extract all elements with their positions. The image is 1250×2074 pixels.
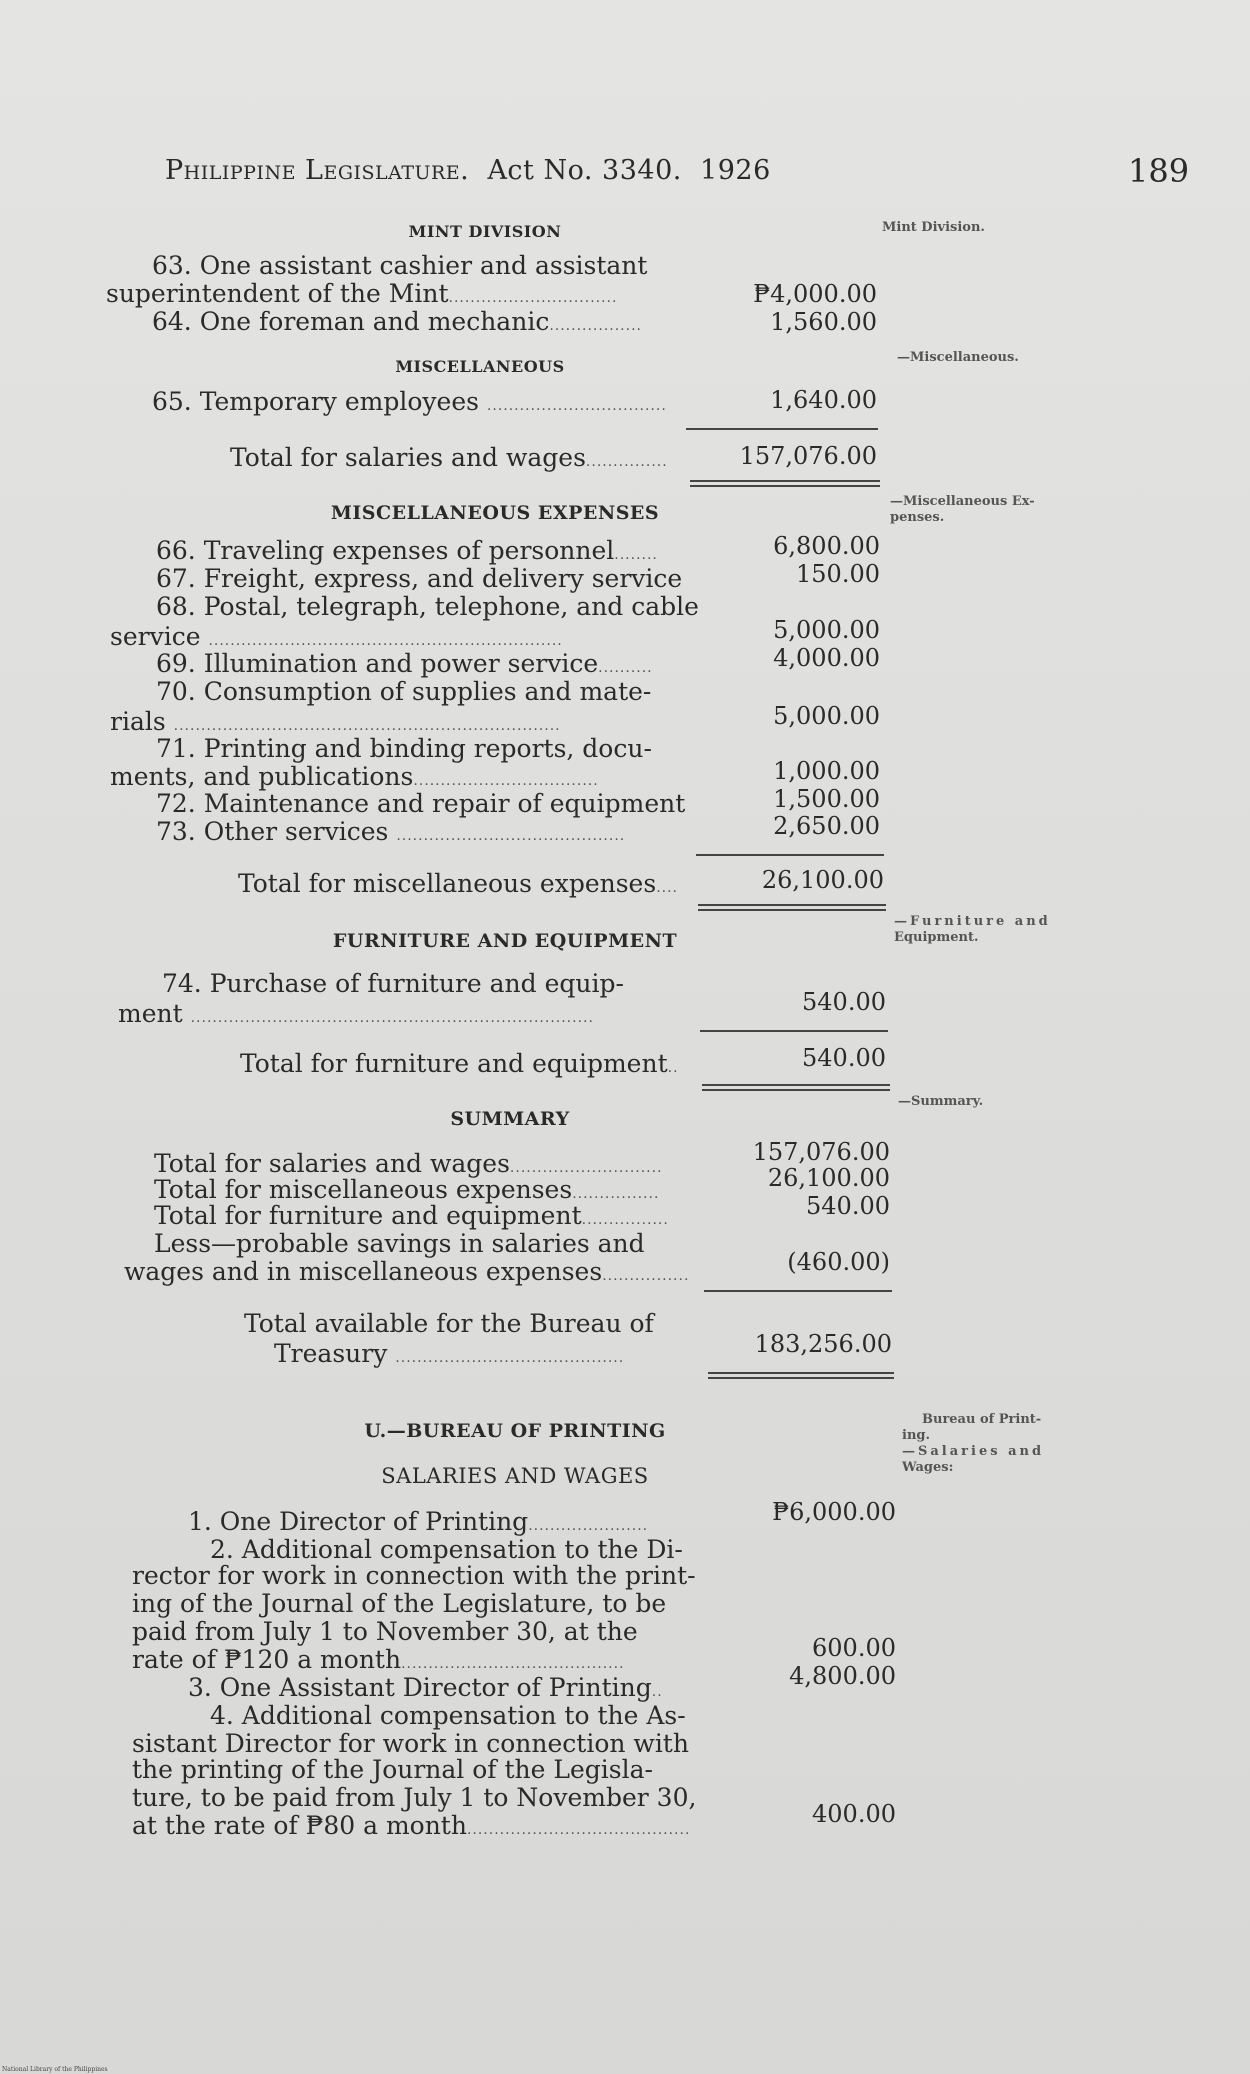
summary-line-2-amount: 26,100.00 — [767, 1164, 890, 1192]
page-number: 189 — [1128, 152, 1190, 190]
summary-line-3: Total for furniture and equipment................ — [154, 1201, 669, 1230]
double-rule — [708, 1372, 894, 1379]
margin-note-misc-expenses-2: penses. — [890, 510, 945, 525]
item-69-amount: 4,000.00 — [773, 644, 880, 672]
printing-item-1: 1. One Director of Printing...................... — [188, 1507, 649, 1536]
item-74-line1: 74. Purchase of furniture and equip- — [162, 969, 624, 998]
footer-credit: National Library of the Philippines — [2, 2066, 108, 2073]
double-rule — [690, 480, 880, 487]
rule — [696, 854, 884, 856]
running-header — [165, 155, 771, 186]
item-67-amount: 150.00 — [796, 560, 880, 588]
printing-item-3-amount: 4,800.00 — [789, 1662, 896, 1690]
item-67: 67. Freight, express, and delivery service — [156, 564, 683, 593]
total-salaries: Total for salaries and wages............... — [230, 443, 668, 472]
summary-heading: SUMMARY — [450, 1108, 570, 1130]
summary-total-a: Total available for the Bureau of — [244, 1309, 654, 1338]
summary-line-3-amount: 540.00 — [806, 1192, 890, 1220]
item-74-amount: 540.00 — [802, 988, 886, 1016]
printing-item-2-l3: ing of the Journal of the Legislature, to be — [132, 1589, 667, 1618]
double-rule — [702, 1084, 890, 1091]
printing-item-2-l1: 2. Additional compensation to the Di- — [210, 1535, 683, 1564]
item-68-amount: 5,000.00 — [773, 616, 880, 644]
printing-item-4-amount: 400.00 — [812, 1800, 896, 1828]
margin-note-mint: Mint Division. — [882, 220, 985, 235]
rule — [704, 1290, 892, 1292]
header-title: Philippine Legislature. — [165, 155, 470, 186]
summary-total-b: Treasury .......................................... — [274, 1339, 625, 1368]
summary-line-2: Total for miscellaneous expenses................ — [154, 1175, 660, 1204]
printing-item-4-l4: ture, to be paid from July 1 to November 30, — [132, 1783, 697, 1812]
item-65-amount: 1,640.00 — [770, 386, 877, 414]
item-70-amount: 5,000.00 — [773, 702, 880, 730]
header-act: Act No. 3340. — [487, 155, 682, 186]
margin-note-bureau-4: Wages: — [902, 1460, 954, 1475]
total-salaries-amount: 157,076.00 — [739, 442, 877, 470]
summary-total-amount: 183,256.00 — [754, 1330, 892, 1358]
item-73-amount: 2,650.00 — [773, 812, 880, 840]
item-74-line2: ment .......................................................................... — [118, 999, 594, 1028]
summary-line-4a: Less—probable savings in salaries and — [154, 1229, 645, 1258]
total-misc-expenses: Total for miscellaneous expenses.... — [238, 869, 678, 898]
header-year: 1926 — [700, 155, 771, 186]
item-72: 72. Maintenance and repair of equipment — [156, 789, 686, 818]
printing-item-2-l5: rate of ₱120 a month......................................... — [132, 1645, 625, 1674]
margin-note-misc-expenses-1: —Miscellaneous Ex- — [890, 494, 1035, 509]
summary-line-4b: wages and in miscellaneous expenses................ — [124, 1257, 690, 1286]
printing-item-4-l5: at the rate of ₱80 a month......................................... — [132, 1811, 691, 1840]
margin-note-summary: —Summary. — [898, 1094, 984, 1109]
margin-note-bureau-1: Bureau of Print- — [922, 1412, 1042, 1427]
item-63-amount: ₱4,000.00 — [753, 280, 877, 308]
item-65: 65. Temporary employees ................................. — [152, 387, 667, 416]
miscellaneous-heading: MISCELLANEOUS — [395, 357, 565, 376]
total-furniture: Total for furniture and equipment.. — [240, 1049, 679, 1078]
item-63-line1: 63. One assistant cashier and assistant — [152, 251, 648, 280]
total-misc-expenses-amount: 26,100.00 — [761, 866, 884, 894]
item-68-line2: service ................................................................. — [110, 622, 563, 651]
item-71-line1: 71. Printing and binding reports, docu- — [156, 734, 652, 763]
printing-item-3: 3. One Assistant Director of Printing.. — [188, 1673, 663, 1702]
item-73: 73. Other services .......................................... — [156, 817, 626, 846]
salaries-wages-heading: SALARIES AND WAGES — [381, 1464, 649, 1488]
printing-item-1-amount: ₱6,000.00 — [772, 1498, 896, 1526]
item-64-amount: 1,560.00 — [770, 308, 877, 336]
margin-note-misc: —Miscellaneous. — [897, 350, 1019, 365]
item-63-line2: superintendent of the Mint............................... — [106, 279, 618, 308]
mint-division-heading: MINT DIVISION — [408, 222, 562, 241]
summary-line-1: Total for salaries and wages............................ — [154, 1149, 663, 1178]
furniture-heading: FURNITURE AND EQUIPMENT — [332, 930, 678, 952]
printing-item-2-amount: 600.00 — [812, 1634, 896, 1662]
margin-note-bureau-3: —Salaries and — [902, 1444, 1045, 1459]
item-70-line2: rials ....................................................................... — [110, 707, 561, 736]
item-70-line1: 70. Consumption of supplies and mate- — [156, 677, 652, 706]
item-66: 66. Traveling expenses of personnel........ — [156, 536, 658, 565]
printing-item-2-l4: paid from July 1 to November 30, at the — [132, 1617, 638, 1646]
misc-expenses-heading: MISCELLANEOUS EXPENSES — [330, 502, 660, 524]
double-rule — [698, 904, 886, 911]
item-71-amount: 1,000.00 — [773, 757, 880, 785]
rule — [700, 1030, 888, 1032]
item-71-line2: ments, and publications.................................. — [110, 762, 599, 791]
margin-note-furniture-1: —Furniture and — [894, 914, 1051, 929]
summary-line-4-amount: (460.00) — [787, 1248, 890, 1276]
margin-note-bureau-2: ing. — [902, 1428, 931, 1443]
printing-item-2-l2: rector for work in connection with the print- — [132, 1561, 696, 1590]
printing-item-4-l3: the printing of the Journal of the Legisla- — [132, 1755, 653, 1784]
item-72-amount: 1,500.00 — [773, 785, 880, 813]
item-68-line1: 68. Postal, telegraph, telephone, and cable — [156, 592, 699, 621]
margin-note-furniture-2: Equipment. — [894, 930, 979, 945]
item-66-amount: 6,800.00 — [773, 532, 880, 560]
item-69: 69. Illumination and power service.......... — [156, 649, 653, 678]
total-furniture-amount: 540.00 — [802, 1044, 886, 1072]
rule — [686, 428, 878, 430]
printing-item-4-l1: 4. Additional compensation to the As- — [210, 1701, 686, 1730]
bureau-printing-heading: U.—BUREAU OF PRINTING — [364, 1420, 666, 1442]
printing-item-4-l2: sistant Director for work in connection with — [132, 1729, 689, 1758]
summary-line-1-amount: 157,076.00 — [752, 1138, 890, 1166]
item-64: 64. One foreman and mechanic................. — [152, 307, 642, 336]
